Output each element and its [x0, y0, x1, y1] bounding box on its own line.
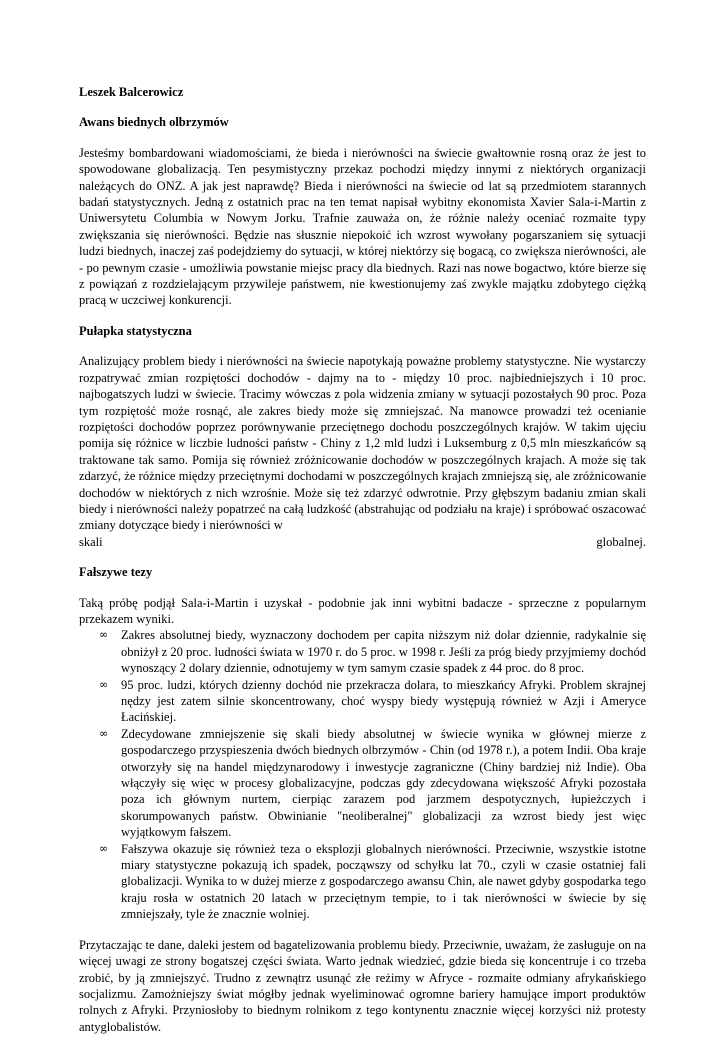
list-item: [79, 627, 646, 676]
last-line-right-word: globalnej.: [596, 534, 646, 549]
intro-paragraph: Jesteśmy bombardowani wiadomościami, że bieda i nierówności na świecie gwałtownie rosną oraz że jest to spowodowane globalizacją. Ten pesymistyczny przekaz pochodzi między innymi z niektórych organizacji należących do ONZ. A jak jest naprawdę? Bieda i nierówności na świecie od lat są przedmiotem starannych badań statystycznych. Jedną z ostatnich prac na ten temat napisał wybitny ekonomista Xavier Sala-i-Martin z Uniwersytetu Columbia w Nowym Jorku. Trafnie zauważa on, że różnie należy oceniać rozmaite typy zwiększania się nierówności. Będzie nas słusznie niepokoić ich wzrost wywołany pogarszaniem się sytuacji ludzi biednych, inaczej zaś podejdziemy do sytuacji, w której niektórzy się bogacą, co zwiększa nierówności, ale - po pewnym czasie - umożliwia powstanie miejsc pracy dla biednych. Razi nas nowe bogactwo, które bierze się z powiązań z rozdzielającym przywileje państwem, nie kwestionujemy zaś zwykle majątku zdobytego ciężką pracą w uczciwej konkurencji.: [79, 145, 646, 308]
list-item-text: Zakres absolutnej biedy, wyznaczony dochodem per capita niższym niż dolar dziennie, radykalnie się obniżył z 20 proc. ludności świata w 1970 r. do 5 proc. w 1998 r. Jeśli za próg biedy przyjmiemy dochód wynoszący 2 dolary dziennie, odnotujemy w tym samym czasie spadek z 44 proc. do 8 proc.: [121, 628, 646, 676]
list-item: [79, 841, 646, 923]
list-item-text: Fałszywa okazuje się również teza o eksplozji globalnych nierówności. Przeciwnie, wszystkie istotne miary statystyczne pokazują ich spadek, począwszy od schyłku lat 70., czyli w czasie ostatniej fali globalizacji. Wynika to w dużej mierze z gospodarczego awansu Chin, ale nawet gdyby gospodarka tego kraju rosła w ostatnich 20 latach w przeciętnym tempie, to i tak nierówności w świecie by się zmniejszały, tyle że znacznie wolniej.: [121, 841, 646, 922]
statistical-trap-last-line: [79, 534, 646, 550]
article-title: Awans biednych olbrzymów: [79, 115, 229, 130]
infinity-bullet-icon: ∞: [99, 841, 109, 855]
document-content: [79, 84, 646, 1049]
section-heading-false-theses: Fałszywe tezy: [79, 565, 153, 580]
false-theses-intro: Taką próbę podjął Sala-i-Martin i uzyskał - podobnie jak inni wybitni badacze - sprzeczne z popularnym przekazem wyniki.: [79, 595, 646, 626]
infinity-bullet-icon: ∞: [99, 628, 109, 642]
statistical-trap-paragraph: Analizujący problem biedy i nierówności na świecie napotykają poważne problemy statystyczne. Nie wystarczy rozpatrywać zmian rozpiętości dochodów - dajmy na to - między 10 proc. najbiedniejszych i 10 proc. najbogatszych ludzi w świecie. Tracimy wówczas z pola widzenia zmiany w sytuacji pozostałych 90 proc. Poza tym rozpiętość może rosnąć, ale zakres biedy może się zmniejszać. Na manowce prowadzi też ocenianie rozpiętości dochodów poprzez porównywanie przeciętnego dochodu poszczególnych krajów. W takim ujęciu pomija się różnice w liczbie ludności państw - Chiny z 1,2 mld ludzi i Luksemburg z 0,5 mln mieszkańców są traktowane tak samo. Pomija się również zróżnicowanie dochodów w poszczególnych krajach. A może się tak zdarzyć, że różnice między przeciętnymi dochodami w poszczególnych krajach zmniejszą się, ale zróżnicowanie dochodów w niektórych z nich wzrośnie. Może się też zdarzyć odwrotnie. Przy głębszym badaniu zmian skali biedy i nierówności należy popatrzeć na całą ludzkość (abstrahując od podziału na kraje) i spróbować oszacować zmiany dotyczące biedy i nierówności w: [79, 354, 646, 533]
conclusion-paragraph: Przytaczając te dane, daleki jestem od bagatelizowania problemu biedy. Przeciwnie, uważam, że zasługuje on na więcej uwagi ze strony bogatszej części świata. Warto jednak wiedzieć, gdzie bieda się koncentruje i co trzeba zrobić, by ją zmniejszyć. Trudno z zewnątrz usunąć złe reżimy w Afryce - rozmaite odmiany afrykańskiego socjalizmu. Zamożniejszy świat mógłby jednak wyeliminować ogromne bariery hamujące import produktów rolnych z Afryki. Przyniosłoby to biednym rolnikom z tego kontynentu znacznie więcej korzyści niż protesty antyglobalistów.: [79, 937, 646, 1034]
findings-list: [79, 627, 646, 922]
list-item-text: 95 proc. ludzi, których dzienny dochód nie przekracza dolara, to mieszkańcy Afryki. Problem skrajnej nędzy jest zatem silnie skoncentrowany, choć wyspy biedy występują również w Azji i Ameryce Łacińskiej.: [121, 677, 646, 725]
infinity-bullet-icon: ∞: [99, 726, 109, 740]
list-item: [79, 677, 646, 726]
section-heading-statistical-trap: Pułapka statystyczna: [79, 323, 192, 338]
last-line-left-word: skali: [79, 534, 103, 549]
list-item-text: Zdecydowane zmniejszenie się skali biedy absolutnej w świecie wynika w głównej mierze z gospodarczego przyspieszenia dwóch biednych olbrzymów - Chin (od 1978 r.), a potem Indii. Oba kraje otworzyły się na handel międzynarodowy i inwestycje zagraniczne (Chiny bardziej niż Indie). Oba włączyły się więc w procesy globalizacyjne, podczas gdy zdecydowana większość Afryki pozostała poza ich głównym nurtem, cierpiąc zarazem pod jarzmem despotycznych, łupieżczych i skorumpowanych państw. Obwinianie "neoliberalnej" globalizacji za wzrost biedy jest więc wyjątkowym fałszem.: [121, 726, 646, 840]
list-item: [79, 726, 646, 841]
infinity-bullet-icon: ∞: [99, 677, 109, 691]
author-name: Leszek Balcerowicz: [79, 85, 184, 99]
